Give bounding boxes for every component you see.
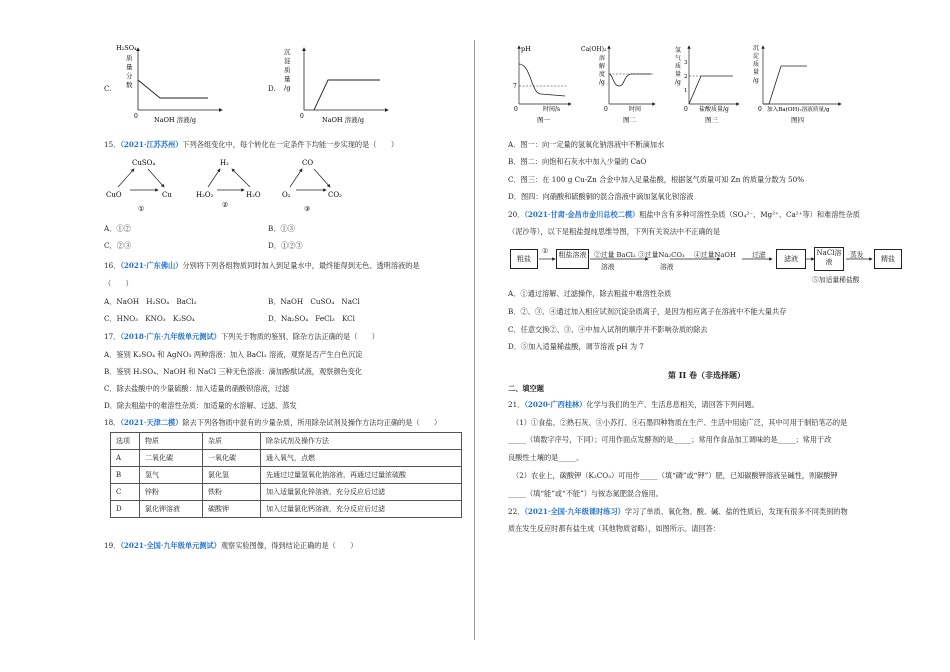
q21-text: 化学与我们的生产、生活息息相关，请回答下列问题。 <box>586 400 759 409</box>
q15-option-a[interactable]: A．①② <box>104 224 131 233</box>
figure-3-caption: 图三 <box>705 116 718 124</box>
figure-3-tick-3: 3 <box>684 60 688 66</box>
q15-diagrams <box>100 155 360 215</box>
flow-step-5: 过滤 <box>752 251 766 259</box>
flow-step-1: ① <box>542 247 549 255</box>
q20-text: 粗盐中含有多种可溶性杂质（SO₄²⁻、Mg²⁺、Ca²⁺等）和难溶性杂质 <box>639 210 860 219</box>
section-title: 第 II 卷（非选择题） <box>668 370 746 380</box>
flow-box-crude-salt: 粗盐 <box>510 249 538 269</box>
figure-4-ylabel-0: 沉 <box>753 45 760 52</box>
figure-4-ylabel-4: /g <box>753 77 759 84</box>
table-cell: 氢气 <box>140 467 203 484</box>
q17-option-b[interactable]: B．鉴别 H₂SO₄、NaOH 和 NaCl 三种无色溶液：滴加酚酞试液，观察颜色变化 <box>104 367 363 376</box>
figure-3-ylabel-2: 质 <box>675 63 682 70</box>
flow-box-crude-salt-solution: 粗盐溶液 <box>556 249 589 269</box>
q15-text: 下列各组变化中，每个转化在一定条件下均能一步实现的是（ ） <box>182 140 399 149</box>
diagram3-left: O₂ <box>282 191 291 199</box>
q21-source: （2020·广西桂林） <box>524 400 587 409</box>
figure-4-origin: 0 <box>758 106 762 113</box>
q19-option-c[interactable]: C．图三：在 100 g Cu-Zn 合金中加入足量盐酸，根据氢气质量可知 Zn 的质量分数为 50% <box>508 175 805 184</box>
diagram3-top: CO <box>302 159 314 167</box>
q20-option-a[interactable]: A．①通过溶解、过滤操作，除去粗盐中难溶性杂质 <box>508 289 672 298</box>
figure-4 <box>753 44 841 124</box>
figure-4-ylabel-3: 量 <box>753 69 760 76</box>
table-row[interactable] <box>111 467 462 484</box>
graph-d-ylabel-4: /g <box>284 84 291 92</box>
table-row[interactable] <box>111 450 462 467</box>
flow-box-nacl-solution: NaCl溶液 <box>814 247 844 271</box>
q18-stem <box>104 418 441 428</box>
column-divider <box>474 40 475 640</box>
table-cell: 先通过过量氢氧化钠溶液，再通过过量浓硫酸 <box>261 467 462 484</box>
graph-c-option: C. <box>104 84 112 93</box>
q21-part1-line2: _____（填数字序号，下同）；可用作面点发酵剂的是_____；常用作食品加工调味的是_____；常用于改 <box>508 435 832 444</box>
q15-option-b[interactable]: B．①③ <box>268 224 295 233</box>
q22-number: 22． <box>508 507 525 516</box>
figure-3-ylabel-3: 量 <box>675 71 682 78</box>
table-header-row <box>111 433 462 450</box>
graph-d <box>276 40 396 130</box>
figure-4-ylabel-1: 淀 <box>753 53 760 60</box>
q20-number: 20． <box>508 210 525 219</box>
q19-number: 19． <box>104 541 121 550</box>
q18-number: 18． <box>104 418 121 427</box>
q16-option-d[interactable]: D．Na₂SO₄ FeCl₃ KCl <box>268 314 355 323</box>
q17-number: 17． <box>104 332 121 341</box>
diagram1-left: CuO <box>106 191 122 199</box>
q17-source: （2018·广东·九年级单元测试） <box>120 332 221 341</box>
q17-option-c[interactable]: C．除去盐酸中的少量硫酸：加入适量的硝酸钡溶液，过滤 <box>104 384 290 393</box>
diagram2-label: ② <box>222 201 229 209</box>
q22-stem-line2: 质在发生反应时都有盐生成（其他物质省略），如图所示。请回答： <box>508 524 721 533</box>
table-cell: 通入氧气，点燃 <box>261 450 462 467</box>
figure-2-ylabel-4: /g <box>599 79 605 86</box>
figure-4-caption: 图四 <box>791 116 804 124</box>
figure-2-ylabel-2: 解 <box>599 63 606 70</box>
q19-figures <box>505 42 845 126</box>
figure-4-xlabel: 加入Ba(OH)₂溶液质量/g <box>767 107 830 113</box>
q17-text: 下列关于物质的鉴别、除杂方法正确的是（ ） <box>220 332 379 341</box>
q16-text: 分别将下列各组物质同时加入到足量水中，最终能得到无色、透明溶液的是 <box>182 261 420 270</box>
graph-d-option: D. <box>268 84 276 93</box>
table-header-cell: 物质 <box>140 433 203 450</box>
q15-number: 15． <box>104 140 121 149</box>
figure-3-tick-1: 1 <box>684 88 688 94</box>
figure-3-tick-2: 2 <box>684 74 688 80</box>
figure-3 <box>675 46 739 124</box>
figure-3-ylabel-1: 气 <box>675 55 682 62</box>
figure-1-xlabel: 时间/s <box>543 106 561 113</box>
q15-option-d[interactable]: D．①②③ <box>268 241 303 250</box>
figure-2-origin: 0 <box>604 106 608 113</box>
table-cell: 氯化钾溶液 <box>140 501 203 518</box>
q15-source: （2021·江苏苏州） <box>120 140 183 149</box>
q21-part1-line1: （1）①食盐、②熟石灰、③小苏打、④石墨四种物质在生产、生活中用途广泛，其中可用于制铅笔芯的是 <box>512 418 848 427</box>
subsection-title: 二、填空题 <box>508 384 544 393</box>
q17-stem <box>104 332 379 342</box>
graph-c-origin: 0 <box>134 113 138 120</box>
q20-stem-line2: （泥沙等），以下是粗盐提纯思维导图，下列有关说法中不正确的是 <box>508 227 721 236</box>
q16-paren: （ ） <box>104 279 133 288</box>
q16-option-c[interactable]: C．HNO₃ KNO₃ K₂SO₄ <box>104 314 195 323</box>
graph-d-origin: 0 <box>300 113 304 120</box>
table-cell: 加入过量氯化钙溶液，充分反应后过滤 <box>261 501 462 518</box>
flow-step-7: 蒸发 <box>850 251 864 259</box>
figure-2-xlabel: 时间 <box>629 106 642 113</box>
table-header-cell: 杂质 <box>203 433 261 450</box>
graph-c-xlabel: NaOH 溶液/g <box>154 116 196 124</box>
table-row[interactable] <box>111 501 462 518</box>
table-cell: 锌粉 <box>140 484 203 501</box>
q21-number: 21． <box>508 400 525 409</box>
flow-step-6: ⑤加适量稀盐酸 <box>812 276 860 284</box>
graph-d-xlabel: NaOH 溶液/g <box>322 116 364 124</box>
q17-option-d[interactable]: D．除去粗盐中的难溶性杂质：加适量的水溶解、过滤、蒸发 <box>104 401 297 410</box>
diagram1-top: CuSO₄ <box>132 159 156 167</box>
table-cell: 二氧化碳 <box>140 450 203 467</box>
figure-3-ylabel-4: /g <box>675 79 681 86</box>
q21-stem <box>508 400 759 410</box>
q18-text: 除去下列各物质中混有的少量杂质，所用除杂试剂及操作方法均正确的是（ ） <box>182 418 442 427</box>
q20-option-d[interactable]: D．⑤加入适量稀盐酸，调节溶液 pH 为 7 <box>508 342 644 351</box>
table-cell: D <box>111 501 140 518</box>
figure-2-ylabel-0: Ca(OH)₂ <box>581 46 607 53</box>
q22-stem <box>508 507 848 517</box>
q16-stem <box>104 261 420 271</box>
figure-3-xlabel: 盐酸质量/g <box>699 106 729 113</box>
table-cell: C <box>111 484 140 501</box>
table-cell: 一氧化碳 <box>203 450 261 467</box>
figure-4-ylabel-2: 质 <box>753 61 760 68</box>
q19-option-a[interactable]: A．图一：向一定量的氢氧化钠溶液中不断滴加水 <box>508 140 665 149</box>
flow-step-2: ②过量 BaCl₂ <box>594 251 636 259</box>
q16-source: （2021·广东佛山） <box>120 261 183 270</box>
figure-1-caption: 图一 <box>537 116 550 124</box>
q20-stem <box>508 210 860 220</box>
diagram1-label: ① <box>138 205 145 213</box>
figure-1-mark: 7 <box>513 83 517 90</box>
graph-d-ylabel-1: 淀 <box>284 57 291 65</box>
q15-option-c[interactable]: C．②③ <box>104 241 132 250</box>
q20-option-c[interactable]: C．任意交换②、③、④中加入试剂的顺序并不影响杂质的除去 <box>508 325 708 334</box>
figure-2-caption: 图二 <box>623 116 636 124</box>
figure-2-ylabel-3: 度 <box>599 71 606 78</box>
figure-3-ylabel-0: 氢 <box>675 47 682 54</box>
q22-text: 学习了单质、氧化物、酸、碱、盐的性质后，发现有很多不同类别的物 <box>624 507 848 516</box>
figure-3-origin: 0 <box>684 106 688 113</box>
figure-2-ylabel-1: 溶 <box>599 55 606 62</box>
graph-c-ylabel-1: 质 <box>126 54 133 62</box>
diagram3-label: ③ <box>304 205 311 213</box>
q21-part2-line1: （2）农业上，碳酸钾（K₂CO₃）可用作_____（填“磷”或“钾”）肥，已知碳酸钾溶液呈碱性，则碳酸钾 <box>512 471 838 480</box>
diagram2-top: H₂ <box>220 159 229 167</box>
figure-2 <box>581 46 655 124</box>
table-cell: 氯化氢 <box>203 467 261 484</box>
q20-source: （2021·甘肃·金昌市金川总校二模） <box>524 210 640 219</box>
q19-option-d[interactable]: D．图四：向硝酸和硫酸铜的混合溶液中滴加氢氧化钡溶液 <box>508 192 694 201</box>
graph-c-ylabel-2: 量 <box>126 63 133 71</box>
table-cell: 铁粉 <box>203 484 261 501</box>
q18-source: （2021·天津二模） <box>120 418 183 427</box>
q15-stem <box>104 140 398 150</box>
figure-1-origin: 0 <box>514 106 518 113</box>
figure-1-ylabel: pH <box>521 45 531 53</box>
diagram1-right: Cu <box>162 191 172 199</box>
table-cell: 加入适量氯化锌溶液，充分反应后过滤 <box>261 484 462 501</box>
q16-option-a[interactable]: A．NaOH H₂SO₄ BaCl₂ <box>104 297 197 306</box>
q15-diagram-1 <box>106 159 172 213</box>
graph-c-ylabel-4: 数 <box>126 81 133 89</box>
flow-step-4: ④过量NaOH <box>694 251 736 259</box>
diagram3-right: CO₂ <box>328 191 342 199</box>
q19-option-b[interactable]: B．图二：向饱和石灰水中加入少量的 CaO <box>508 157 647 166</box>
q21-part2-line2: _____（填“能”或“不能”）与铵态氮肥混合施用。 <box>508 489 663 498</box>
q17-option-a[interactable]: A．鉴别 K₂SO₄ 和 AgNO₃ 两种溶液：加入 BaCl₂ 溶液，观察是否产生白色沉淀 <box>104 350 363 359</box>
q15-diagram-3 <box>282 159 342 213</box>
q16-number: 16． <box>104 261 121 270</box>
q15-diagram-2 <box>196 159 261 209</box>
figure-1 <box>513 45 571 124</box>
diagram2-right: H₂O <box>246 191 261 199</box>
flow-box-refined-salt: 精盐 <box>874 249 902 269</box>
table-cell: A <box>111 450 140 467</box>
table-row[interactable] <box>111 484 462 501</box>
flow-box-solution-1: 溶液 <box>601 263 615 271</box>
graph-c-ylabel-0: H₂SO₄ <box>116 44 137 52</box>
graph-c <box>112 40 232 130</box>
flow-box-filtrate: 滤液 <box>776 249 806 269</box>
q19-text: 观察实验图像，得到结论正确的是（ ） <box>220 541 358 550</box>
q19-stem <box>104 541 357 551</box>
graph-c-ylabel-3: 分 <box>126 72 133 80</box>
table-cell: B <box>111 467 140 484</box>
table-header-cell: 除杂试剂及操作方法 <box>261 433 462 450</box>
q16-option-b[interactable]: B．NaOH CuSO₄ NaCl <box>268 297 360 306</box>
q18-table <box>110 432 462 518</box>
q19-source: （2021·全国·九年级单元测试） <box>120 541 221 550</box>
graph-d-ylabel-2: 质 <box>284 66 291 74</box>
diagram2-left: H₂O₂ <box>196 191 214 199</box>
flow-box-solution-2: 溶液 <box>660 263 674 271</box>
q20-option-b[interactable]: B．②、③、④通过加入相应试剂沉淀杂质离子，是因为相应离子在溶液中不能大量共存 <box>508 307 787 316</box>
graph-d-ylabel-0: 沉 <box>284 48 291 56</box>
q21-part1-line3: 良酸性土壤的是_____。 <box>508 453 584 462</box>
graph-d-ylabel-3: 量 <box>284 75 291 83</box>
table-cell: 碳酸钾 <box>203 501 261 518</box>
table-header-cell: 选项 <box>111 433 140 450</box>
flow-step-3: ③过量Na₂CO₃ <box>638 251 685 259</box>
q22-source: （2021·全国·九年级课时练习） <box>524 507 625 516</box>
